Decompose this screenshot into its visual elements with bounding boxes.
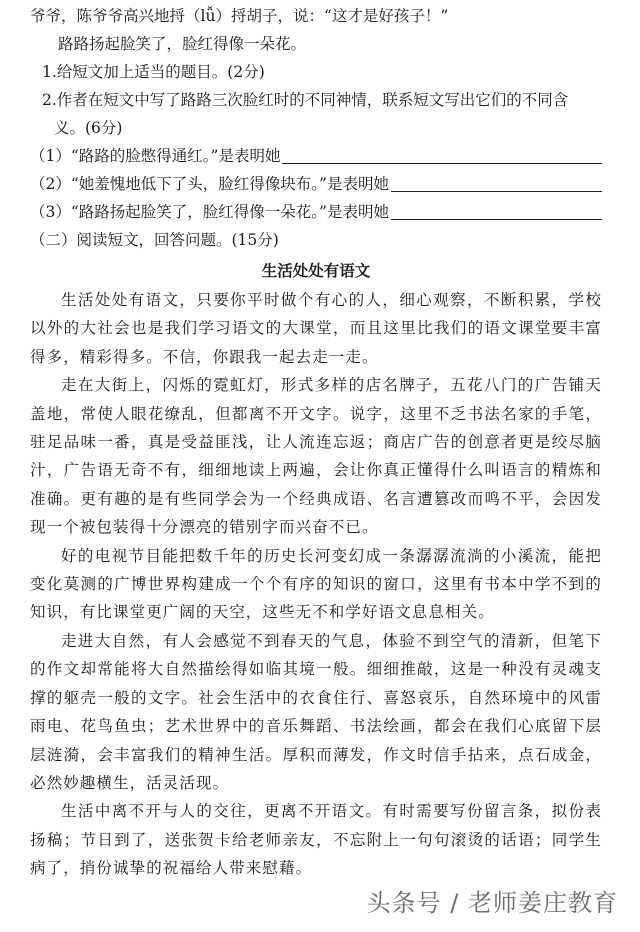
article-paragraph-2: 走在大街上，闪烁的霓虹灯，形式多样的店名牌子，五花八门的广告铺天盖地，常使人眼花缭乱，但都离不开文字。说字，这里不乏书法名家的手笔，驻足品味一番，真是受益匪浅，让人流连忘返；商店广告的创意者更是绞尽脑汁，广告语无奇不有，细细地读上两遍，会让你真正懂得什么叫语言的精炼和准确。更有趣的是有些同学会为一个经典成语、名言遭篡改而鸣不平，会因发现一个被包装得十分漂亮的错别字而兴奋不已。	[30, 376, 602, 537]
upper-section	[30, 2, 602, 883]
sub-question-3-text: （3）“路路扬起脸笑了，脸红得像一朵花。”是表明她	[30, 203, 389, 221]
watermark: 头条号 / 老师姜庄教育	[366, 889, 618, 917]
article-paragraph-1: 生活处处有语文，只要你平时做个有心的人，细心观察，不断积累，学校以外的大社会也是我们学习语文的大课堂，而且这里比我们的语文课堂要丰富得多，精彩得多。不信，你跟我一起去走一走。	[30, 291, 602, 366]
article-paragraph-3: 好的电视节目能把数千年的历史长河变幻成一条潺潺流淌的小溪流，能把变化莫测的广博世界构建成一个个有序的知识的窗口，这里有书本中学不到的知识，有比课堂更广阔的天空，这些无不和学好语文息息相关。	[30, 546, 602, 622]
article-body	[30, 286, 602, 883]
article-paragraph-5: 生活中离不开与人的交往，更离不开语文。有时需要写份留言条，拟份表扬稿；节日到了，送张贺卡给老师亲友，不忘附上一句句滚烫的话语；同学生病了，捎份诚挚的祝福给人带来慰藉。	[30, 802, 602, 878]
sub-question-1-text: （1）“路路的脸憋得通红。”是表明她	[30, 147, 281, 165]
question-2-line-1: 2.作者在短文中写了路路三次脸红时的不同神情，联系短文写出它们的不同含	[42, 91, 569, 109]
section-2-heading: （二）阅读短文，回答问题。(15分)	[30, 231, 279, 249]
article-paragraph-4: 走进大自然，有人会感觉不到春天的气息，体验不到空气的清新，但笔下的作文却常能将大自然描绘得如临其境一般。细细推敲，这是一种没有灵魂支撑的躯壳一般的文字。社会生活中的衣食住行、喜怒哀乐，自然环境中的风雷雨电、花鸟鱼虫；艺术世界中的音乐舞蹈、书法绘画，都会在我们心底留下层层涟漪，会丰富我们的精神生活。厚积而薄发，作文时信手拈来，点石成金，必然妙趣横生，活灵活现。	[30, 631, 602, 792]
passage-end-line-1: 爷爷，陈爷爷高兴地捋（lǚ）捋胡子，说：“这才是好孩子！”	[30, 7, 449, 25]
answer-blank-1[interactable]	[282, 145, 602, 164]
sub-question-2	[30, 170, 602, 198]
sub-question-3	[30, 198, 602, 226]
answer-blank-3[interactable]	[391, 201, 602, 220]
article-title: 生活处处有语文	[261, 262, 371, 280]
question-2-line-2: 义。(6分)	[54, 119, 123, 137]
answer-blank-2[interactable]	[391, 173, 602, 192]
passage-end-line-2: 路路扬起脸笑了，脸红得像一朵花。	[58, 35, 307, 53]
sub-question-1	[30, 142, 602, 170]
question-1: 1.给短文加上适当的题目。(2分)	[42, 63, 265, 81]
sub-question-2-text: （2）“她羞愧地低下了头，脸红得像块布。”是表明她	[30, 175, 389, 193]
